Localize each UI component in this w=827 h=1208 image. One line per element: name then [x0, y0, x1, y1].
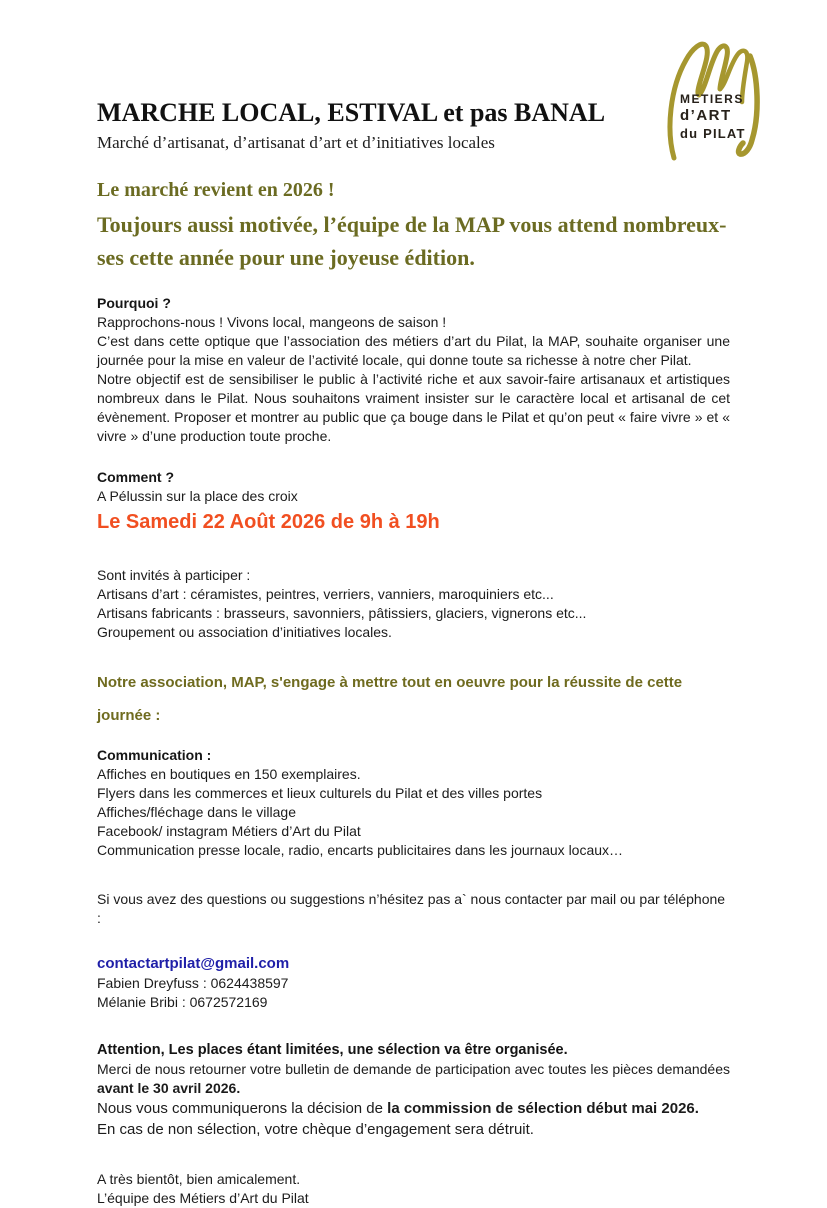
selection-deadline-date: avant le 30 avril 2026.	[97, 1079, 241, 1096]
logo-line-2: d’ART	[680, 107, 732, 124]
intro-heading-line2: Toujours aussi motivée, l’équipe de la MAP vous attend nombreux-ses cette année pour une joyeuse édition.	[97, 211, 727, 270]
document-body	[97, 0, 730, 1208]
communication-item-reseaux-sociaux: Facebook/ instagram Métiers d’Art du Pilat	[97, 822, 361, 839]
why-paragraph-3: Notre objectif est de sensibiliser le public à l’activité riche et aux savoir-faire artisanaux et artistiques nombreux dans le Pilat. Nous souhaitons vraiment insister sur le caractère local et artisanal de cet évènement. Proposer et montrer au public que ça bouge dans le Pilat et qu’on peut « faire vivre » et « vivre » d’une production toute proche.	[97, 370, 730, 444]
selection-deadline-text: Merci de nous retourner votre bulletin de demande de participation avec toutes les pièces demandées	[97, 1060, 730, 1077]
contact-intro: Si vous avez des questions ou suggestions n’hésitez pas a` nous contacter par mail ou par téléphone :	[97, 890, 726, 926]
contact-phone-melanie: Mélanie Bribi : 0672572169	[97, 993, 268, 1010]
commitment-heading: Notre association, MAP, s'engage à mettre tout en oeuvre pour la réussite de cette journée :	[97, 673, 683, 724]
section-heading-comment: Comment ?	[97, 468, 174, 485]
communication-list	[97, 765, 730, 860]
logo-line-1: METIERS	[680, 92, 744, 106]
intro-heading-line1: Le marché revient en 2026 !	[97, 178, 335, 201]
communication-item-presse: Communication presse locale, radio, encarts publicitaires dans les journaux locaux…	[97, 841, 624, 858]
why-paragraph-2: C’est dans cette optique que l’association des métiers d’art du Pilat, la MAP, souhaite organiser une journée pour la mise en valeur de l’activité locale, qui donne toute sa richesse à notre cher Pilat.	[97, 332, 730, 368]
contact-email-link[interactable]: contactartpilat@gmail.com	[97, 954, 290, 972]
section-heading-communication: Communication :	[97, 746, 212, 763]
section-heading-pourquoi: Pourquoi ?	[97, 294, 171, 311]
event-place: A Pélussin sur la place des croix	[97, 487, 298, 504]
invited-item-artisans-art: Artisans d’art : céramistes, peintres, verriers, vanniers, maroquiniers etc...	[97, 585, 554, 602]
communication-item-affiches-boutiques: Affiches en boutiques en 150 exemplaires.	[97, 765, 361, 782]
page-subtitle: Marché d’artisanat, d’artisanat d’art et d’initiatives locales	[97, 132, 495, 152]
communication-item-flechage: Affiches/fléchage dans le village	[97, 803, 296, 820]
invited-item-groupement: Groupement ou association d’initiatives locales.	[97, 623, 392, 640]
selection-decision-text: Nous vous communiquerons la décision de	[97, 1099, 388, 1117]
selection-paragraph-cheque: En cas de non sélection, votre chèque d’engagement sera détruit.	[97, 1120, 534, 1138]
page-title: MARCHE LOCAL, ESTIVAL et pas BANAL	[97, 98, 606, 127]
logo-line-3: du PILAT	[680, 125, 746, 141]
invited-item-artisans-fabricants: Artisans fabricants : brasseurs, savonniers, pâtissiers, glaciers, vignerons etc...	[97, 604, 587, 621]
selection-paragraph-deadline	[97, 1060, 730, 1098]
selection-decision-date: la commission de sélection début mai 2026.	[387, 1099, 699, 1117]
closing-line-1: A très bientôt, bien amicalement.	[97, 1170, 301, 1187]
selection-paragraph-decision	[97, 1098, 730, 1119]
contact-phone-fabien: Fabien Dreyfuss : 0624438597	[97, 974, 289, 991]
communication-item-flyers: Flyers dans les commerces et lieux culturels du Pilat et des villes portes	[97, 784, 543, 801]
invited-list	[97, 585, 730, 642]
event-date: Le Samedi 22 Août 2026 de 9h à 19h	[97, 510, 440, 533]
selection-warning: Attention, Les places étant limitées, une sélection va être organisée.	[97, 1041, 568, 1058]
closing-line-2: L’équipe des Métiers d’Art du Pilat	[97, 1189, 309, 1206]
why-paragraph-1: Rapprochons-nous ! Vivons local, mangeons de saison !	[97, 313, 447, 330]
invited-intro: Sont invités à participer :	[97, 566, 251, 583]
